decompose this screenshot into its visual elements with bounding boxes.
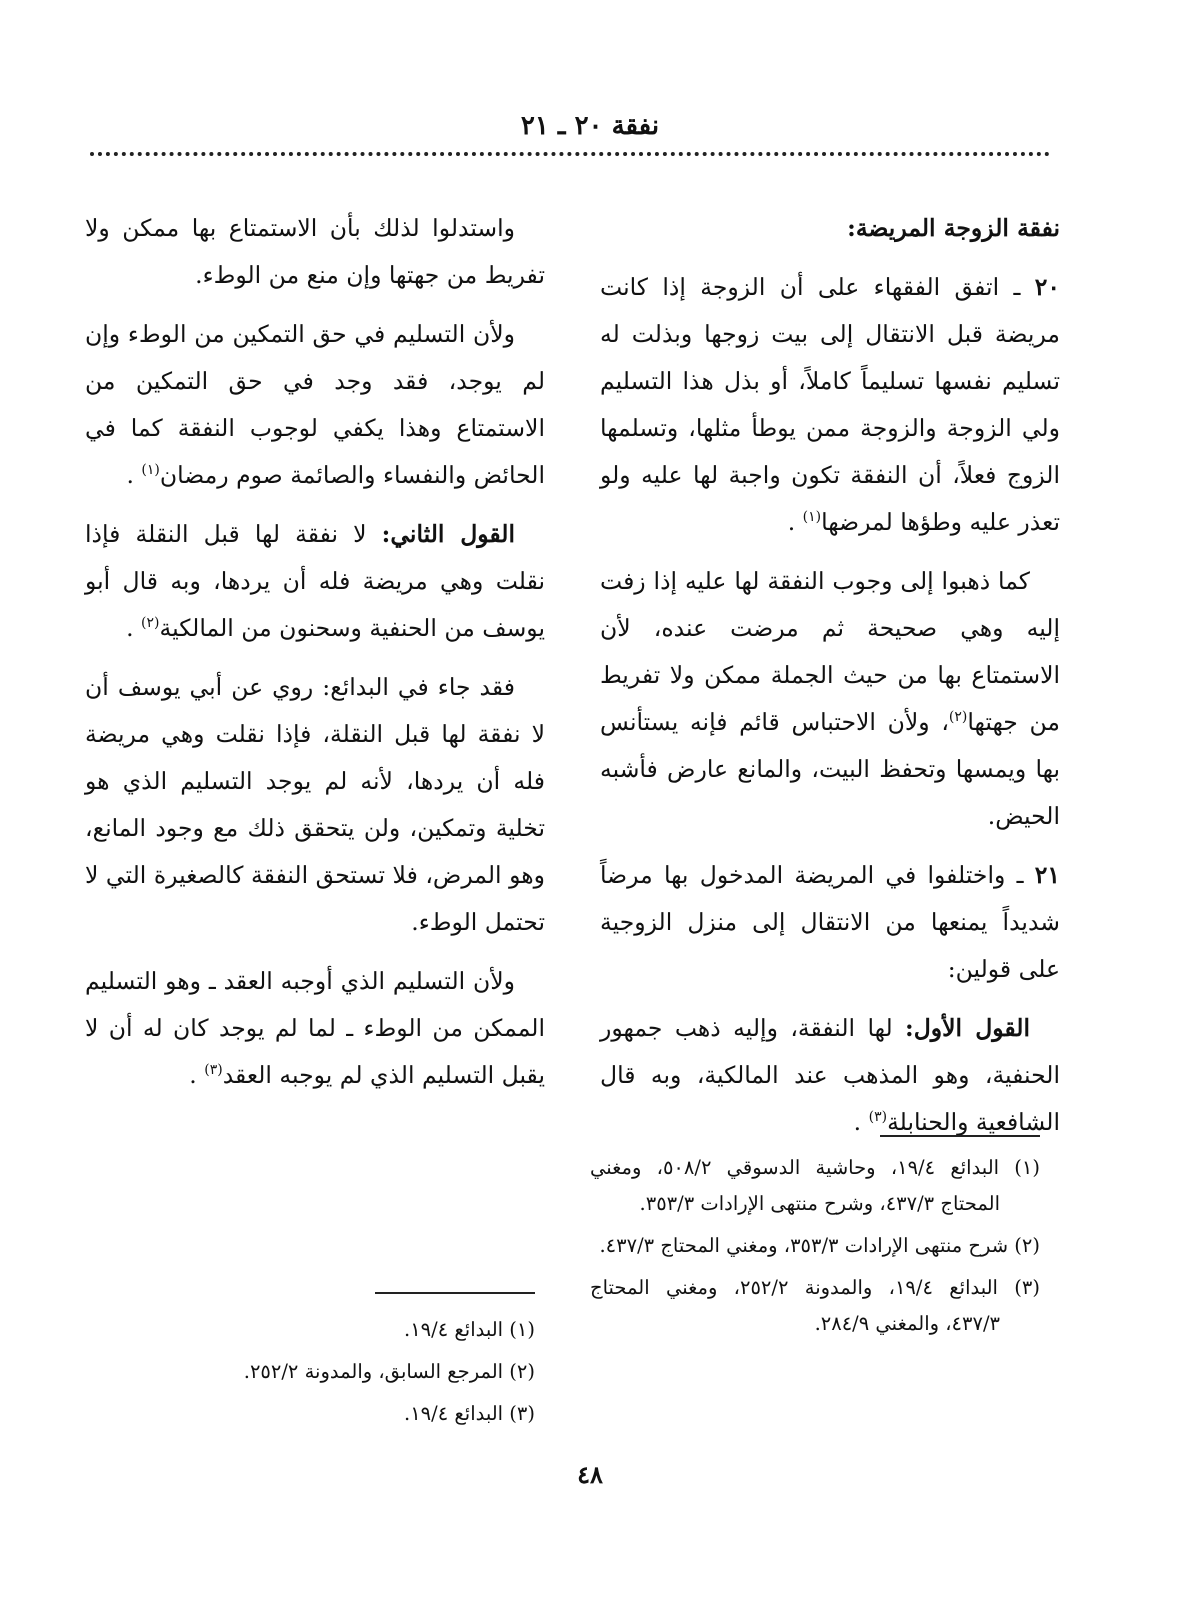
paragraph-text: ولأن التسليم الذي أوجبه العقد ـ وهو التسليم الممكن من الوطء ـ لما لم يوجد كان له أن لا يقبل التسليم الذي لم يوجبه العقد <box>85 967 545 1089</box>
paragraph: فقد جاء في البدائع: روي عن أبي يوسف أن لا نفقة لها قبل النقلة، فإذا نقلت وهي مريضة فله أن يردها، لأنه لم يوجد التسليم الذي هو تخلية وتمكين، ولن يتحقق ذلك مع وجود المانع، وهو المرض، فلا تستحق النفقة كالصغيرة التي لا تحتمل الوطء. <box>85 673 545 936</box>
paragraph-second-opinion: القول الثاني: لا نفقة لها قبل النقلة فإذا نقلت وهي مريضة فله أن يردها، وبه قال أبو يوسف من الحنفية وسحنون من المالكية$^{(٢)}$ . <box>85 520 545 642</box>
right-column <box>600 205 1060 1158</box>
left-column <box>85 205 545 1111</box>
paragraph-20: ٢٠ ـ اتفق الفقهاء على أن الزوجة إذا كانت مريضة قبل الانتقال إلى بيت زوجها وبذلت له تسليم نفسها تسليماً كاملاً، أو بذل هذا التسليم ولي الزوجة والزوجة ممن يوطأ مثلها، وتسلمها الزوج فعلاً، أن النفقة تكون واجبة لها عليه ولو تعذر عليه وطؤها لمرضها$^{(١)}$ . <box>600 273 1060 536</box>
footnote-item: (٢) المرجع السابق، والمدونة ٢٥٢/٢. <box>243 1360 535 1383</box>
paragraph-text: ـ واختلفوا في المريضة المدخول بها مرضاً شديداً يمنعها من الانتقال إلى منزل الزوجية على قولين: <box>600 861 1060 983</box>
paragraph: واستدلوا لذلك بأن الاستمتاع بها ممكن ولا تفريط من جهتها وإن منع من الوطء. <box>85 214 545 289</box>
footnotes-right <box>590 1150 1040 1348</box>
footnote-ref: (٢) <box>141 615 160 632</box>
footnote-item: (١) البدائع ١٩/٤. <box>403 1318 535 1341</box>
footnote-separator <box>880 1135 1040 1137</box>
opinion-label: القول الثاني: <box>381 520 515 548</box>
footnote-ref: (٣) <box>868 1109 888 1126</box>
footnote-item: (٢) شرح منتهى الإرادات ٣٥٣/٣، ومغني المحتاج ٤٣٧/٣. <box>599 1234 1040 1257</box>
footnote-ref: (٣) <box>204 1062 223 1079</box>
footnote-ref: (٢) <box>948 709 968 726</box>
paragraph-text: لها النفقة، وإليه ذهب جمهور الحنفية، وهو المذهب عند المالكية، وبه قال الشافعية والحنابلة <box>600 1014 1060 1136</box>
footnote-item: (٣) البدائع ١٩/٤، والمدونة ٢٥٢/٢، ومغني المحتاج ٤٣٧/٣، والمغني ٢٨٤/٩. <box>590 1276 1040 1335</box>
footnotes-left <box>85 1312 535 1438</box>
header-dotted-rule <box>90 152 1050 156</box>
footnote-ref: (١) <box>141 462 160 479</box>
opinion-label: القول الأول: <box>905 1014 1030 1042</box>
paragraph-number: ٢١ <box>1034 861 1060 889</box>
paragraph-text: لا نفقة لها قبل النقلة فإذا نقلت وهي مريضة فله أن يردها، وبه قال أبو يوسف من الحنفية وسحنون من المالكية <box>85 520 545 642</box>
section-heading: نفقة الزوجة المريضة: <box>847 214 1060 242</box>
paragraph-number: ٢٠ <box>1034 273 1060 301</box>
footnote-item: (١) البدائع ١٩/٤، وحاشية الدسوقي ٥٠٨/٢، ومغني المحتاج ٤٣٧/٣، وشرح منتهى الإرادات ٣٥٣/٣. <box>590 1156 1040 1215</box>
footnote-separator <box>375 1292 535 1294</box>
footnote-item: (٣) البدائع ١٩/٤. <box>403 1402 535 1425</box>
paragraph-text: ولأن التسليم في حق التمكين من الوطء وإن لم يوجد، فقد وجد في حق التمكين من الاستمتاع وهذا يكفي لوجوب النفقة كما في الحائض والنفساء والصائمة صوم رمضان <box>85 320 545 489</box>
paragraph-first-opinion: القول الأول: لها النفقة، وإليه ذهب جمهور الحنفية، وهو المذهب عند المالكية، وبه قال الشافعية والحنابلة$^{(٣)}$ . <box>600 1014 1060 1136</box>
paragraph-text: ـ اتفق الفقهاء على أن الزوجة إذا كانت مريضة قبل الانتقال إلى بيت زوجها وبذلت له تسليم نفسها تسليماً كاملاً، أو بذل هذا التسليم ولي الزوجة والزوجة ممن يوطأ مثلها، وتسلمها الزوج فعلاً، أن النفقة تكون واجبة لها عليه ولو تعذر عليه وطؤها لمرضها <box>600 273 1060 536</box>
paragraph: ولأن التسليم في حق التمكين من الوطء وإن لم يوجد، فقد وجد في حق التمكين من الاستمتاع وهذا يكفي لوجوب النفقة كما في الحائض والنفساء والصائمة صوم رمضان$^{(١)}$ . <box>85 320 545 489</box>
paragraph-text: كما ذهبوا إلى وجوب النفقة لها عليه إذا زفت إليه وهي صحيحة ثم مرضت عنده، لأن الاستمتاع بها من حيث الجملة ممكن ولا تفريط من جهتها <box>600 567 1061 736</box>
paragraph-21 <box>600 852 1060 993</box>
paragraph: كما ذهبوا إلى وجوب النفقة لها عليه إذا زفت إليه وهي صحيحة ثم مرضت عنده، لأن الاستمتاع بها من حيث الجملة ممكن ولا تفريط من جهتها$^{(٢)}$، ولأن الاحتباس قائم فإنه يستأنس بها ويمسها وتحفظ البيت، والمانع عارض فأشبه الحيض. <box>600 567 1061 830</box>
page-number: ٤٨ <box>577 1460 603 1489</box>
footnote-ref: (١) <box>802 509 822 526</box>
running-header: نفقة ٢٠ ـ ٢١ <box>520 111 660 141</box>
paragraph: ولأن التسليم الذي أوجبه العقد ـ وهو التسليم الممكن من الوطء ـ لما لم يوجد كان له أن لا يقبل التسليم الذي لم يوجبه العقد$^{(٣)}$ . <box>85 967 545 1089</box>
